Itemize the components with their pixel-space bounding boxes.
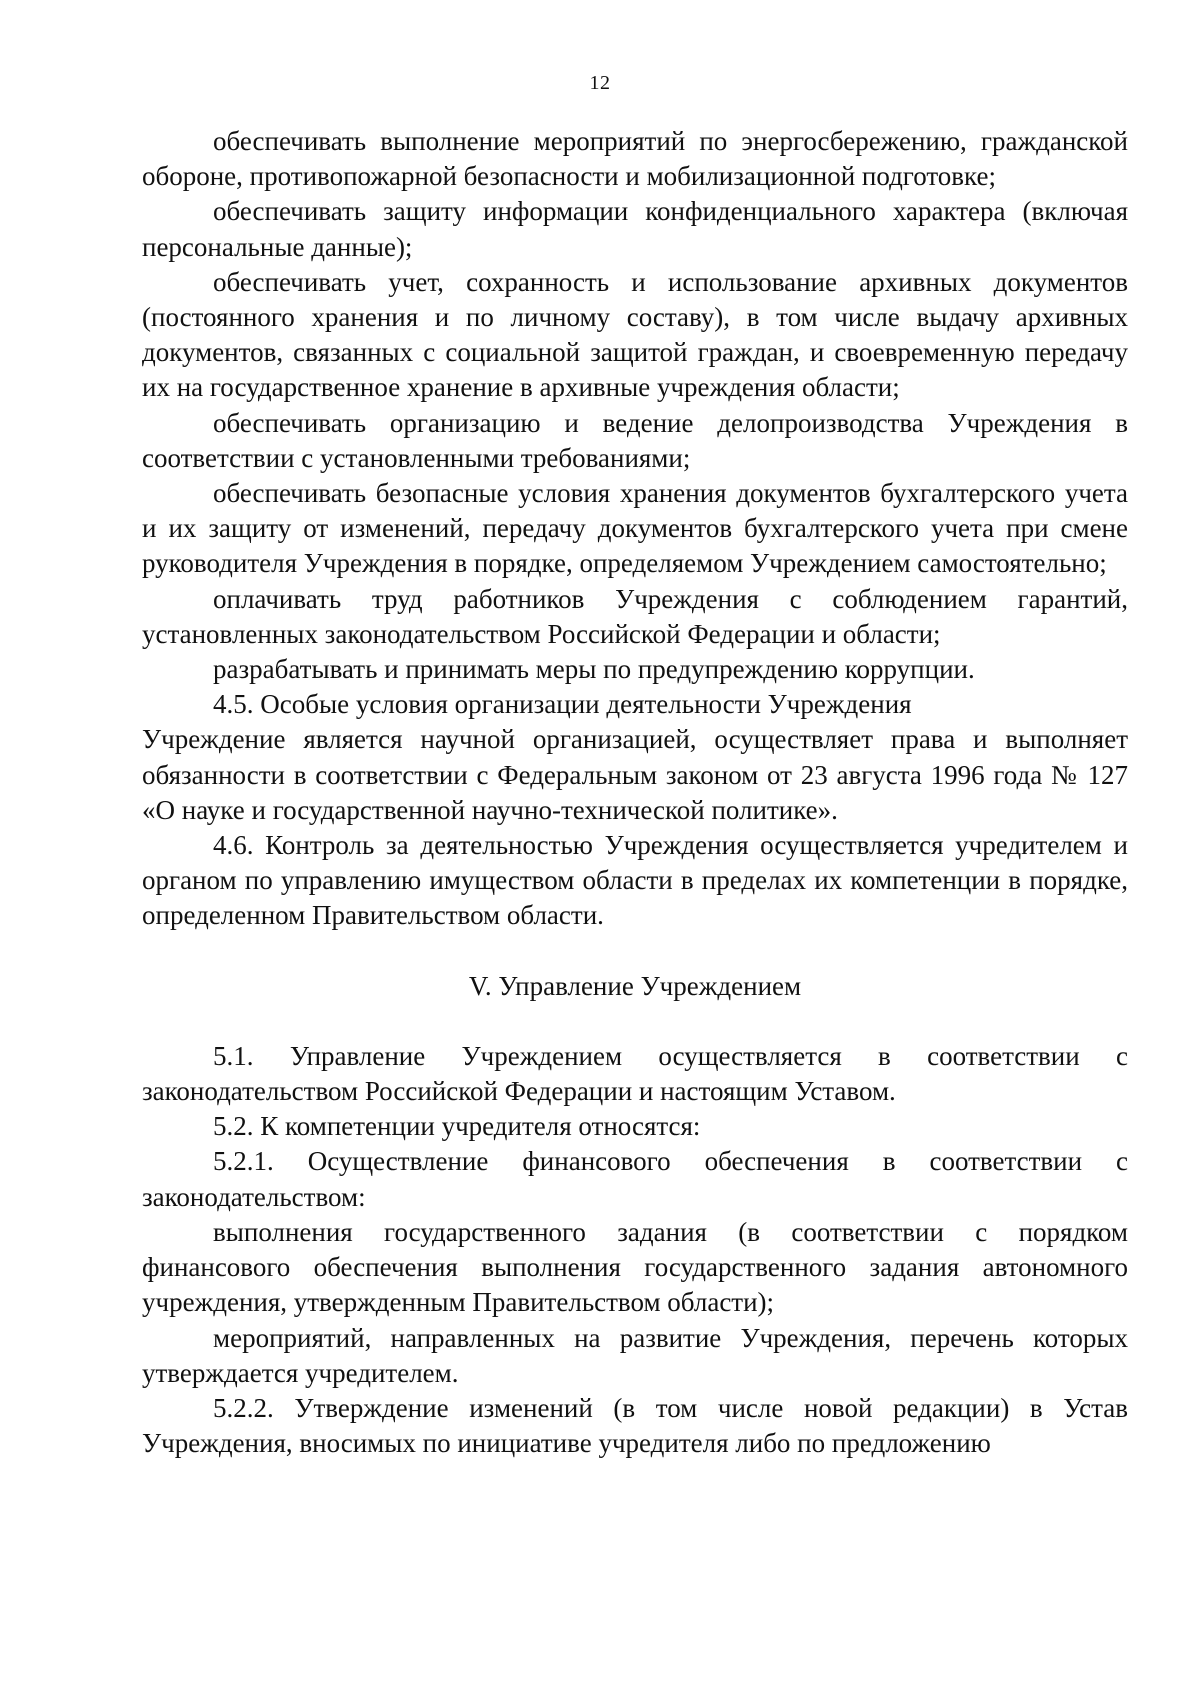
paragraph-anti-corruption: разрабатывать и принимать меры по предупреждению коррупции. [213, 654, 975, 685]
section-heading: V. Управление Учреждением [468, 970, 802, 1001]
paragraph-4-5-body: Учреждение является научной организацией, осуществляет права и выполняет обязанности в соответствии с Федеральным законом от 23 августа 1996 года № 127 «О науке и государственной научно-технической политике». [142, 724, 1128, 825]
paragraph-archives: обеспечивать учет, сохранность и использование архивных документов (постоянного хранения и по личному составу), в том числе выдачу архивных документов, связанных с социальной защитой граждан, и своевременную передачу их на государственное хранение в архивные учреждения области; [142, 266, 1128, 403]
paragraph-5-2-1: 5.2.1. Осуществление финансового обеспечения в соответствии с законодательством: [142, 1146, 1128, 1212]
paragraph-state-assignment: выполнения государственного задания (в соответствии с порядком финансового обеспечения выполнения государственного задания автономного учреждения, утвержденным Правительством области); [142, 1216, 1128, 1318]
paragraph-5-2: 5.2. К компетенции учредителя относятся: [213, 1111, 701, 1142]
paragraph-development-measures: мероприятий, направленных на развитие Учреждения, перечень которых утверждается учредителем. [142, 1322, 1128, 1388]
paragraph-accounting-documents: обеспечивать безопасные условия хранения документов бухгалтерского учета и их защиту от изменений, передачу документов бухгалтерского учета при смене руководителя Учреждения в порядке, определяемом Учреждением самостоятельно; [142, 478, 1128, 579]
paragraph-confidential-info: обеспечивать защиту информации конфиденциального характера (включая персональные данные); [142, 196, 1128, 262]
paragraph-wages: оплачивать труд работников Учреждения с соблюдением гарантий, установленных законодательством Российской Федерации и области; [142, 583, 1128, 649]
document-body [142, 124, 1128, 1461]
paragraph-records-management: обеспечивать организацию и ведение делопроизводства Учреждения в соответствии с установленными требованиями; [142, 407, 1128, 473]
paragraph-5-2-2: 5.2.2. Утверждение изменений (в том числе новой редакции) в Устав Учреждения, вносимых по инициативе учредителя либо по предложению [142, 1392, 1128, 1459]
paragraph-5-1: 5.1. Управление Учреждением осуществляется в соответствии с законодательством Российской Федерации и настоящим Уставом. [142, 1040, 1128, 1107]
paragraph-4-5-title: 4.5. Особые условия организации деятельности Учреждения [213, 689, 912, 720]
paragraph-energy-saving: обеспечивать выполнение мероприятий по энергосбережению, гражданской обороне, противопожарной безопасности и мобилизационной подготовке; [142, 126, 1128, 192]
page-number: 12 [589, 72, 611, 94]
paragraph-4-6: 4.6. Контроль за деятельностью Учреждения осуществляется учредителем и органом по управлению имуществом области в пределах их компетенции в порядке, определенном Правительством области. [142, 830, 1128, 931]
